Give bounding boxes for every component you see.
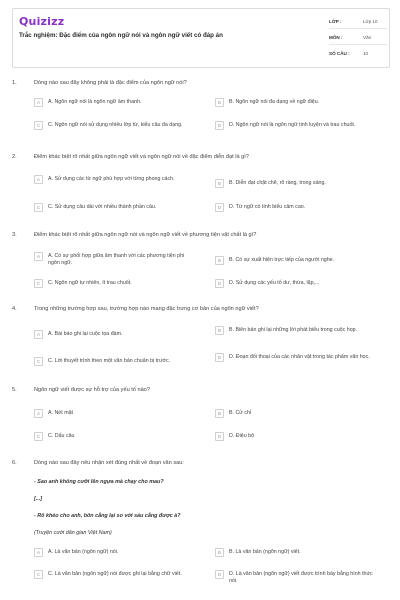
passage-line-1: - Sao anh không cưỡi lên ngựa mà chạy cho mau? <box>34 479 164 485</box>
option-letter-box[interactable]: A <box>34 175 43 184</box>
meta-count-label: SỐ CÂU : <box>329 51 350 56</box>
option-letter-box[interactable]: C <box>34 203 43 212</box>
option-text: D. Từ ngữ có tính biểu cảm cao. <box>229 204 306 210</box>
option-text: A. Bài báo ghi lại cuộc tọa đàm. <box>48 331 123 337</box>
option-letter-box[interactable]: D <box>215 121 224 130</box>
option-letter-box[interactable]: D <box>215 570 224 579</box>
option-letter-box[interactable]: D <box>215 432 224 441</box>
option-letter-box[interactable]: B <box>215 179 224 188</box>
option-letter-box[interactable]: A <box>34 409 43 418</box>
meta-subject-value: Văn <box>363 35 372 40</box>
option-text: D. Sử dụng các yếu tố dư, thừa, lặp,... <box>229 280 320 286</box>
option-text: D. Điệu bộ <box>229 433 255 439</box>
question-text: Điểm khác biệt rõ nhất giữa ngôn ngữ nói và ngôn ngữ viết về phương tiện vật chất là gì? <box>34 232 257 238</box>
question-text: Dòng nào sau đây không phải là đặc điểm của ngôn ngữ nói? <box>34 80 187 86</box>
meta-grade-value: Lớp 10 <box>363 19 378 24</box>
option-text: A. Nét mặt <box>48 410 74 416</box>
option-letter-box[interactable]: B <box>215 409 224 418</box>
option-text: B. Biên bản ghi lại những lời phát biểu trong cuộc họp. <box>229 327 358 333</box>
option-text: B. Là văn bản (ngôn ngữ) viết. <box>229 549 301 555</box>
passage-line-3: - Rõ khéo cho anh, bôn cẳng lại so với sáu cẳng được à? <box>34 513 181 519</box>
meta-subject-label: MÔN : <box>329 35 343 40</box>
quizizz-logo: Quizizz <box>19 15 65 28</box>
question-number: 2. <box>12 154 17 160</box>
option-letter-box[interactable]: C <box>34 279 43 288</box>
option-text: C. Lời thuyết trình theo một văn bản chuẩn bị trước. <box>48 358 171 364</box>
option-text: D. Là văn bản (ngôn ngữ) viết được trình bày bằng hình thức nói. <box>229 571 373 584</box>
option-text: A. Sử dụng các từ ngữ phù hợp với từng phong cách. <box>48 176 175 182</box>
option-letter-box[interactable]: C <box>34 357 43 366</box>
option-letter-box[interactable]: D <box>215 203 224 212</box>
option-letter-box[interactable]: B <box>215 256 224 265</box>
option-letter-box[interactable]: C <box>34 570 43 579</box>
option-letter-box[interactable]: D <box>215 353 224 362</box>
question-number: 6. <box>12 460 17 466</box>
option-text: A. Là văn bản (ngôn ngữ) nói. <box>48 549 119 555</box>
option-text: A. Có sự phối hợp giữa âm thanh với các phương tiện phi ngôn ngữ. <box>48 253 185 266</box>
meta-count-value: 10 <box>363 51 369 56</box>
option-text: D. Ngôn ngữ nói là ngôn ngữ tinh luyện và trau chuốt. <box>229 122 356 128</box>
option-text: B. Có sự xuất hiện trực tiếp của người nghe. <box>229 257 335 263</box>
meta-count-row <box>329 45 387 61</box>
option-text: B. Cử chỉ <box>229 410 252 416</box>
option-text: A. Ngôn ngữ nói là ngôn ngữ âm thanh. <box>48 99 142 105</box>
passage-source: (Truyện cười dân gian Việt Nam) <box>34 530 112 536</box>
meta-grade-label: LỚP : <box>329 19 342 24</box>
question-number: 4. <box>12 306 17 312</box>
question-text: Ngôn ngữ viết được sự hỗ trợ của yếu tố nào? <box>34 387 150 393</box>
option-text: C. Ngôn ngữ tự nhiên, ít trau chuốt. <box>48 280 132 286</box>
option-text: C. Dấu câu <box>48 433 75 439</box>
worksheet-header <box>12 8 390 68</box>
option-letter-box[interactable]: A <box>34 330 43 339</box>
meta-grade-row <box>329 13 387 29</box>
option-letter-box[interactable]: C <box>34 432 43 441</box>
option-text: D. Đoạn đối thoại của các nhân vật trong tác phẩm văn học. <box>229 354 370 360</box>
option-letter-box[interactable]: D <box>215 279 224 288</box>
question-number: 5. <box>12 387 17 393</box>
question-number: 3. <box>12 232 17 238</box>
option-letter-box[interactable]: C <box>34 121 43 130</box>
option-text: B. Ngôn ngữ nói đa dạng về ngữ điệu. <box>229 99 320 105</box>
meta-subject-row <box>329 29 387 45</box>
worksheet-meta <box>329 13 387 61</box>
passage-line-2: [...] <box>34 496 43 502</box>
option-text: C. Là văn bản (ngôn ngữ) nói được ghi lại bằng chữ viết. <box>48 571 182 577</box>
option-letter-box[interactable]: A <box>34 98 43 107</box>
option-text: C. Ngôn ngữ nói sử dụng nhiều lớp từ, kiểu câu đa dạng. <box>48 122 183 128</box>
question-number: 1. <box>12 80 17 86</box>
option-letter-box[interactable]: B <box>215 98 224 107</box>
option-letter-box[interactable]: B <box>215 548 224 557</box>
question-text: Trong những trường hợp sau, trường hợp nào mang đặc trưng cơ bản của ngôn ngữ viết? <box>34 306 259 312</box>
option-letter-box[interactable]: B <box>215 326 224 335</box>
option-letter-box[interactable]: A <box>34 548 43 557</box>
option-text: C. Sử dụng câu dài với nhiều thành phần câu. <box>48 204 157 210</box>
option-text: B. Diễn đạt chặt chẽ, rõ ràng, trong sáng. <box>229 180 326 186</box>
question-text: Điểm khác biệt rõ nhất giữa ngôn ngữ viết và ngôn ngữ nói về đặc điểm diễn đạt là gì? <box>34 154 249 160</box>
option-letter-box[interactable]: A <box>34 252 43 261</box>
question-text: Dòng nào sau đây nêu nhận xét đúng nhất về đoạn văn sau: <box>34 460 184 466</box>
worksheet-title: Trắc nghiệm: Đặc điểm của ngôn ngữ nói và ngôn ngữ viết có đáp án <box>19 32 223 39</box>
